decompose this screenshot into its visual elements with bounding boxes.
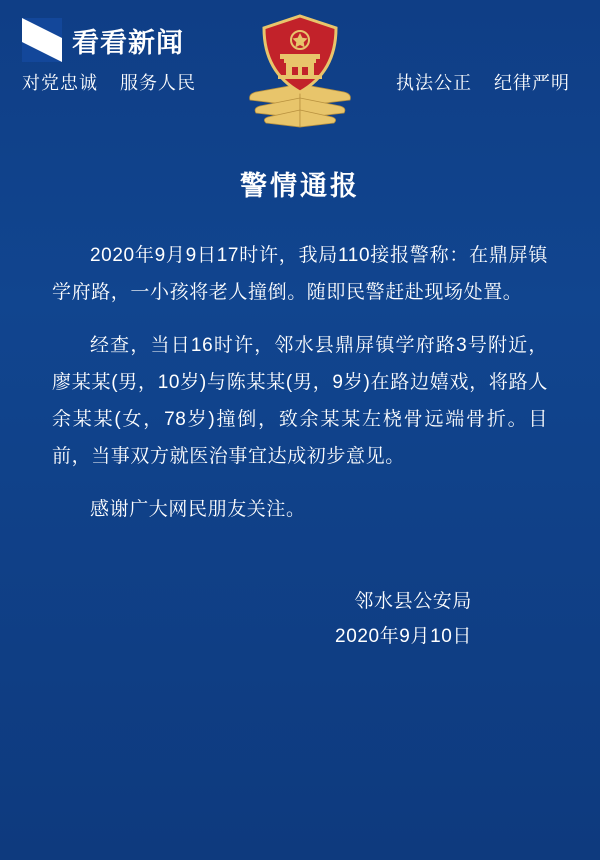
slogan-right-first: 执法公正 — [396, 73, 472, 93]
page-title: 警情通报 — [240, 171, 360, 201]
kk-news-logo-icon — [22, 18, 62, 62]
slogan-right-second: 纪律严明 — [494, 73, 570, 93]
notice-paragraph-2: 经查，当日16时许，邻水县鼎屏镇学府路3号附近，廖某某(男，10岁)与陈某某(男，9岁)在路边嬉戏，将路人余某某(女，78岁)撞倒，致余某某左桡骨远端骨折。目前，当事双方就医治事宜达成初步意见。 — [52, 335, 548, 468]
police-emblem-icon — [240, 10, 360, 132]
issuing-authority: 邻水县公安局 — [354, 591, 472, 613]
issue-date: 2020年9月10日 — [335, 626, 472, 648]
poster-header — [0, 0, 600, 118]
brand-logo — [22, 18, 184, 62]
slogan-right — [396, 69, 570, 95]
slogan-left — [22, 69, 196, 95]
brand-name: 看看新闻 — [72, 27, 184, 58]
slogan-left-first: 对党忠诚 — [22, 73, 98, 93]
notice-paragraph-3: 感谢广大网民朋友关注。 — [90, 499, 306, 521]
footer-spacer — [0, 655, 600, 795]
slogan-left-second: 服务人民 — [120, 73, 196, 93]
signature-block — [0, 584, 472, 654]
notice-paragraph-1: 2020年9月9日17时许，我局110接报警称：在鼎屏镇学府路，一小孩将老人撞倒。随即民警赶赴现场处置。 — [52, 245, 548, 304]
notice-body — [52, 237, 548, 528]
